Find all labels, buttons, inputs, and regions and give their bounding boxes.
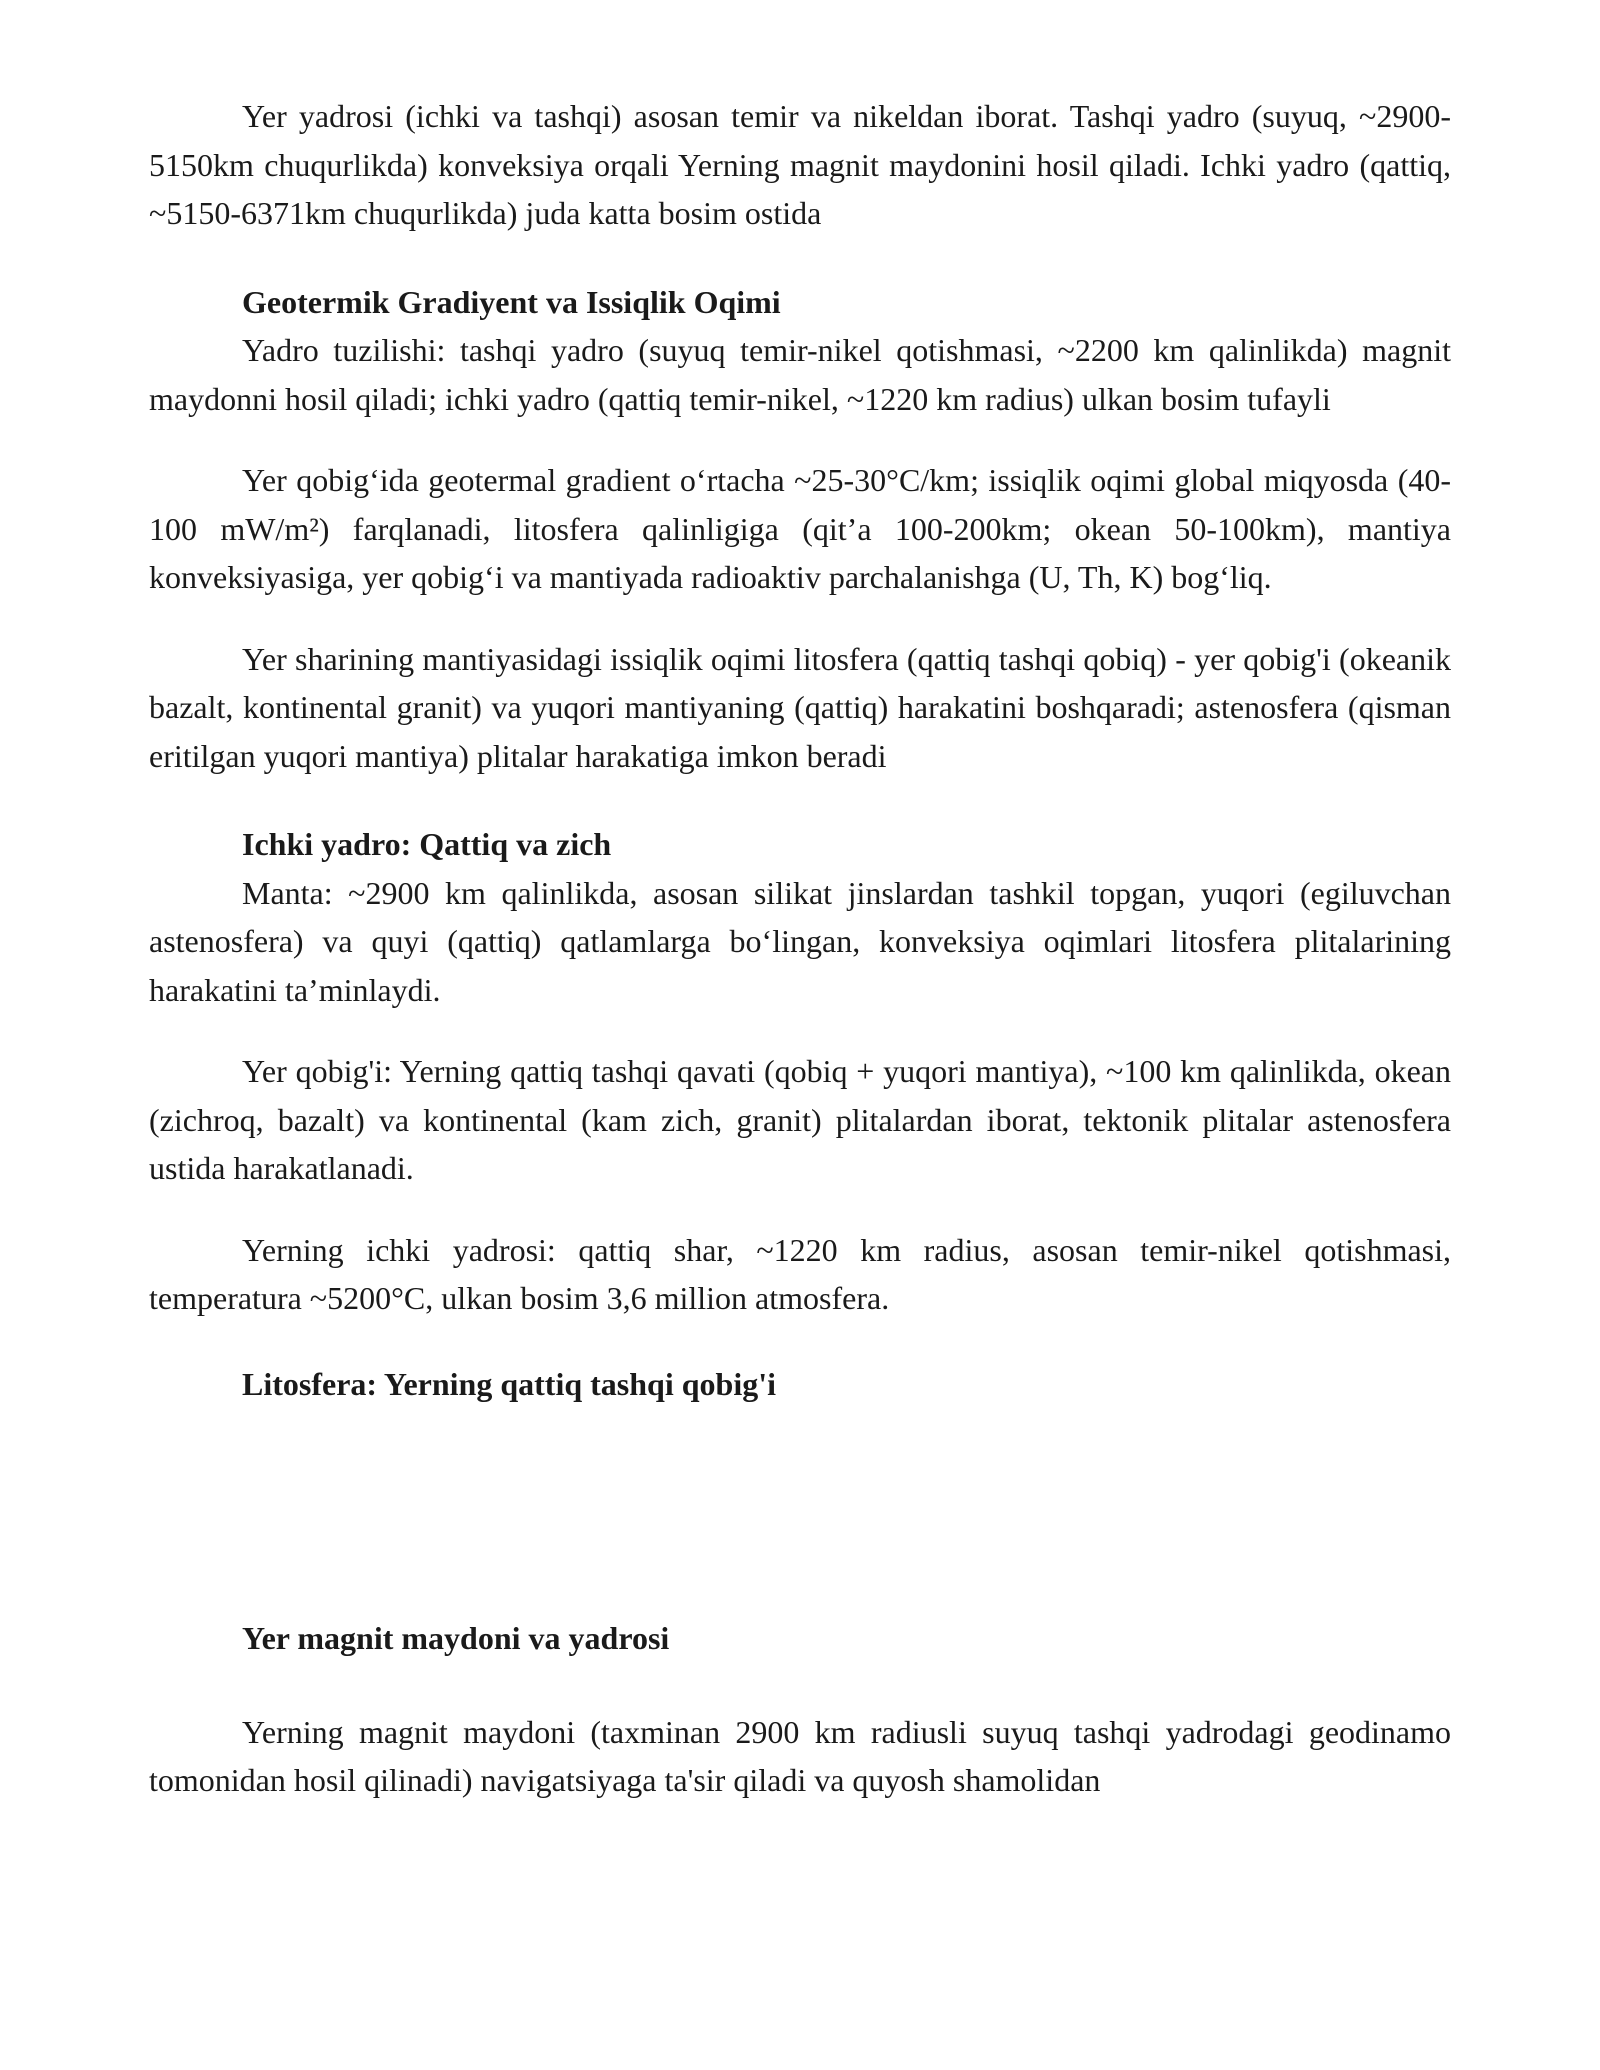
spacer	[149, 602, 1451, 635]
heading-lithosphere: Litosfera: Yerning qattiq tashqi qobig'i	[242, 1365, 776, 1402]
paragraph-geothermal-gradient: Yer qobig‘ida geotermal gradient o‘rtacha ~25-30°C/km; issiqlik oqimi global miqyosda (40-100 mW/m²) farqlanadi, litosfera qalinligiga (qit’a 100-200km; okean 50-100km), mantiya konveksiyasiga, yer qobig‘i va mantiyada radioaktiv parchalanishga (U, Th, K) bog‘liq.	[149, 462, 1451, 595]
spacer	[149, 1323, 1451, 1360]
spacer	[149, 1663, 1451, 1708]
spacer	[149, 1014, 1451, 1047]
paragraph-crust: Yer qobig'i: Yerning qattiq tashqi qavati (qobiq + yuqori mantiya), ~100 km qalinlikda, okean (zichroq, bazalt) va kontinental (kam zich, granit) plitalardan iborat, tektonik plitalar astenosfera ustida harakatlanadi.	[149, 1053, 1451, 1186]
paragraph-mantle-heat-flow: Yer sharining mantiyasidagi issiqlik oqimi litosfera (qattiq tashqi qobiq) - yer qobig'i (okeanik bazalt, kontinental granit) va yuqori mantiyaning (qattiq) harakatini boshqaradi; astenosfera (qisman eritilgan yuqori mantiya) plitalar harakatiga imkon beradi	[149, 640, 1451, 774]
spacer	[149, 780, 1451, 820]
heading-inner-core: Ichki yadro: Qattiq va zich	[242, 826, 612, 862]
paragraph-earth-core: Yer yadrosi (ichki va tashqi) asosan temir va nikeldan iborat. Tashqi yadro (suyuq, ~2900-5150km chuqurlikda) konveksiya orqali Yerning magnit maydonini hosil qiladi. Ichki yadro (qattiq, ~5150-6371km chuqurlikda) juda katta bosim ostida	[149, 98, 1451, 231]
paragraph-mantle: Manta: ~2900 km qalinlikda, asosan silikat jinslardan tashkil topgan, yuqori (egiluvchan astenosfera) va quyi (qattiq) qatlamlarga bo‘lingan, konveksiya oqimlari litosfera plitalarining harakatini ta’minlaydi.	[149, 874, 1451, 1008]
paragraph-magnetic-field: Yerning magnit maydoni (taxminan 2900 km radiusli suyuq tashqi yadrodagi geodinamo tomonidan hosil qilinadi) navigatsiyaga ta'sir qiladi va quyosh shamolidan	[149, 1713, 1451, 1798]
paragraph-inner-core-details: Yerning ichki yadrosi: qattiq shar, ~1220 km radius, asosan temir-nikel qotishmasi, temperatura ~5200°C, ulkan bosim 3,6 million atmosfera.	[149, 1231, 1451, 1316]
paragraph-core-structure: Yadro tuzilishi: tashqi yadro (suyuq temir-nikel qotishmasi, ~2200 km qalinlikda) magnit maydonni hosil qiladi; ichki yadro (qattiq temir-nikel, ~1220 km radius) ulkan bosim tufayli	[149, 332, 1451, 417]
heading-geothermal-gradient: Geotermik Gradiyent va Issiqlik Oqimi	[242, 283, 781, 320]
spacer	[149, 238, 1451, 278]
spacer	[149, 1193, 1451, 1226]
heading-magnetic-field: Yer magnit maydoni va yadrosi	[242, 1620, 670, 1656]
spacer	[149, 1408, 1451, 1614]
spacer	[149, 423, 1451, 456]
